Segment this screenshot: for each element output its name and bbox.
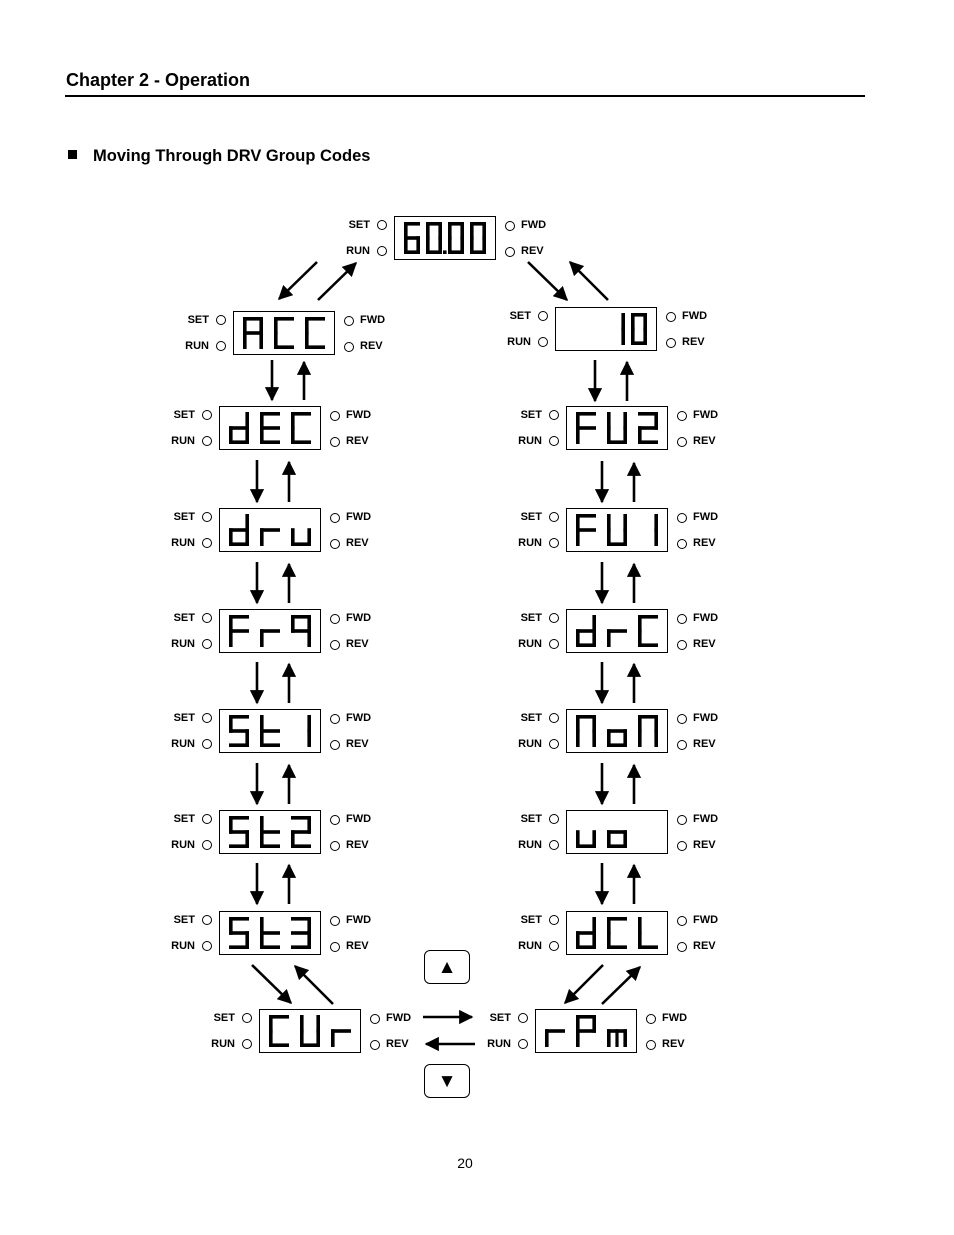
- run-indicator-icon: [202, 538, 212, 548]
- run-indicator-icon: [549, 436, 559, 446]
- run-label: RUN: [346, 245, 370, 257]
- set-label: SET: [520, 712, 542, 724]
- run-indicator-icon: [549, 739, 559, 749]
- set-indicator-icon: [202, 613, 212, 623]
- seven-segment-digits: [220, 610, 320, 652]
- rev-indicator-icon: [677, 640, 687, 650]
- rev-indicator-icon: [677, 539, 687, 549]
- code-display: [566, 609, 668, 653]
- code-display: [219, 709, 321, 753]
- fwd-label: FWD: [346, 409, 372, 421]
- display-panel-frq: [155, 607, 385, 657]
- run-indicator-icon: [202, 739, 212, 749]
- page-number: 20: [457, 1155, 473, 1171]
- run-indicator-icon: [216, 341, 226, 351]
- code-display: [566, 810, 668, 854]
- display-panel-drv: [155, 506, 385, 556]
- fwd-label: FWD: [693, 612, 719, 624]
- seven-segment-digits: [220, 811, 320, 853]
- code-display: [535, 1009, 637, 1053]
- set-indicator-icon: [202, 814, 212, 824]
- fwd-label: FWD: [346, 813, 372, 825]
- set-label: SET: [173, 914, 195, 926]
- set-indicator-icon: [202, 713, 212, 723]
- set-indicator-icon: [202, 915, 212, 925]
- set-label: SET: [187, 314, 209, 326]
- arrow-freq-to-acc: [279, 262, 317, 299]
- set-label: SET: [173, 813, 195, 825]
- rev-label: REV: [693, 839, 716, 851]
- set-indicator-icon: [538, 311, 548, 321]
- display-panel-dcl: [502, 909, 732, 959]
- set-indicator-icon: [549, 613, 559, 623]
- run-label: RUN: [518, 738, 542, 750]
- rev-indicator-icon: [330, 539, 340, 549]
- code-display: [555, 307, 657, 351]
- fwd-indicator-icon: [330, 411, 340, 421]
- rev-label: REV: [346, 738, 369, 750]
- set-indicator-icon: [202, 410, 212, 420]
- fwd-label: FWD: [386, 1012, 412, 1024]
- run-indicator-icon: [518, 1039, 528, 1049]
- fwd-label: FWD: [682, 310, 708, 322]
- header-rule: [65, 95, 865, 97]
- rev-indicator-icon: [677, 942, 687, 952]
- run-indicator-icon: [202, 941, 212, 951]
- fwd-indicator-icon: [370, 1014, 380, 1024]
- rev-indicator-icon: [330, 437, 340, 447]
- set-label: SET: [213, 1012, 235, 1024]
- run-label: RUN: [171, 537, 195, 549]
- display-panel-freq: [330, 214, 560, 264]
- set-label: SET: [520, 409, 542, 421]
- fwd-label: FWD: [693, 914, 719, 926]
- code-display: [219, 508, 321, 552]
- rev-label: REV: [386, 1038, 409, 1050]
- run-label: RUN: [518, 638, 542, 650]
- fwd-label: FWD: [521, 219, 547, 231]
- set-indicator-icon: [377, 220, 387, 230]
- run-indicator-icon: [549, 840, 559, 850]
- code-display: [566, 406, 668, 450]
- seven-segment-digits: [220, 407, 320, 449]
- display-panel-drc: [502, 607, 732, 657]
- run-label: RUN: [518, 940, 542, 952]
- display-panel-vol: [502, 808, 732, 858]
- seven-segment-digits: [567, 610, 667, 652]
- arrow-i10-to-freq: [570, 262, 608, 300]
- display-panel-non: [502, 707, 732, 757]
- fwd-indicator-icon: [330, 614, 340, 624]
- code-display: [219, 609, 321, 653]
- run-label: RUN: [487, 1038, 511, 1050]
- seven-segment-digits: [220, 710, 320, 752]
- fwd-indicator-icon: [677, 714, 687, 724]
- set-label: SET: [509, 310, 531, 322]
- run-label: RUN: [518, 435, 542, 447]
- fwd-label: FWD: [693, 712, 719, 724]
- code-display: [259, 1009, 361, 1053]
- rev-label: REV: [360, 340, 383, 352]
- fwd-indicator-icon: [330, 714, 340, 724]
- fwd-indicator-icon: [330, 815, 340, 825]
- display-panel-st1: [155, 707, 385, 757]
- seven-segment-digits: [234, 312, 334, 354]
- run-label: RUN: [211, 1038, 235, 1050]
- fwd-indicator-icon: [677, 916, 687, 926]
- rev-label: REV: [346, 638, 369, 650]
- display-panel-fu1: [502, 506, 732, 556]
- seven-segment-digits: [567, 407, 667, 449]
- run-label: RUN: [171, 839, 195, 851]
- rev-indicator-icon: [344, 342, 354, 352]
- set-label: SET: [520, 813, 542, 825]
- fwd-indicator-icon: [677, 815, 687, 825]
- display-panel-acc: [169, 309, 399, 359]
- rev-label: REV: [693, 638, 716, 650]
- fwd-label: FWD: [346, 612, 372, 624]
- down-key-button[interactable]: ▼: [424, 1064, 470, 1098]
- fwd-label: FWD: [693, 813, 719, 825]
- rev-indicator-icon: [677, 437, 687, 447]
- arrow-st3-to-cur: [252, 965, 291, 1003]
- fwd-label: FWD: [693, 409, 719, 421]
- bullet-square-icon: [68, 150, 77, 159]
- fwd-indicator-icon: [330, 513, 340, 523]
- set-label: SET: [173, 409, 195, 421]
- arrow-cur-to-st3: [295, 966, 333, 1004]
- code-display: [566, 709, 668, 753]
- code-display: [394, 216, 496, 260]
- set-indicator-icon: [216, 315, 226, 325]
- rev-indicator-icon: [330, 942, 340, 952]
- run-label: RUN: [171, 940, 195, 952]
- set-label: SET: [348, 219, 370, 231]
- rev-indicator-icon: [330, 841, 340, 851]
- set-indicator-icon: [518, 1013, 528, 1023]
- rev-label: REV: [346, 940, 369, 952]
- run-label: RUN: [518, 839, 542, 851]
- arrow-rpm-to-dcl: [602, 967, 640, 1004]
- arrow-dcl-to-rpm: [565, 965, 603, 1003]
- run-indicator-icon: [202, 639, 212, 649]
- display-panel-st2: [155, 808, 385, 858]
- run-indicator-icon: [538, 337, 548, 347]
- display-panel-fu2: [502, 404, 732, 454]
- up-key-button[interactable]: ▲: [424, 950, 470, 984]
- fwd-indicator-icon: [677, 411, 687, 421]
- seven-segment-digits: [220, 912, 320, 954]
- code-display: [219, 406, 321, 450]
- set-indicator-icon: [242, 1013, 252, 1023]
- display-panel-dec: [155, 404, 385, 454]
- run-label: RUN: [518, 537, 542, 549]
- fwd-label: FWD: [693, 511, 719, 523]
- set-indicator-icon: [202, 512, 212, 522]
- set-indicator-icon: [549, 410, 559, 420]
- display-panel-i10: [491, 305, 721, 355]
- fwd-indicator-icon: [677, 513, 687, 523]
- rev-label: REV: [346, 839, 369, 851]
- rev-indicator-icon: [505, 247, 515, 257]
- set-indicator-icon: [549, 713, 559, 723]
- fwd-indicator-icon: [666, 312, 676, 322]
- rev-indicator-icon: [677, 841, 687, 851]
- run-indicator-icon: [202, 840, 212, 850]
- set-label: SET: [173, 511, 195, 523]
- set-label: SET: [520, 612, 542, 624]
- rev-indicator-icon: [330, 740, 340, 750]
- code-display: [219, 810, 321, 854]
- seven-segment-digits: [556, 308, 656, 350]
- rev-label: REV: [693, 738, 716, 750]
- rev-indicator-icon: [370, 1040, 380, 1050]
- rev-indicator-icon: [677, 740, 687, 750]
- display-panel-st3: [155, 909, 385, 959]
- seven-segment-digits: [260, 1010, 360, 1052]
- set-label: SET: [489, 1012, 511, 1024]
- rev-label: REV: [346, 537, 369, 549]
- run-label: RUN: [185, 340, 209, 352]
- set-label: SET: [520, 914, 542, 926]
- code-display: [233, 311, 335, 355]
- seven-segment-digits: [395, 217, 495, 259]
- set-label: SET: [173, 612, 195, 624]
- seven-segment-digits: [536, 1010, 636, 1052]
- rev-indicator-icon: [646, 1040, 656, 1050]
- run-indicator-icon: [549, 538, 559, 548]
- fwd-indicator-icon: [344, 316, 354, 326]
- fwd-indicator-icon: [646, 1014, 656, 1024]
- set-indicator-icon: [549, 814, 559, 824]
- arrow-acc-to-freq: [318, 263, 356, 300]
- seven-segment-digits: [567, 710, 667, 752]
- fwd-label: FWD: [360, 314, 386, 326]
- run-indicator-icon: [202, 436, 212, 446]
- run-indicator-icon: [549, 941, 559, 951]
- seven-segment-digits: [567, 912, 667, 954]
- seven-segment-digits: [567, 811, 667, 853]
- seven-segment-digits: [220, 509, 320, 551]
- code-display: [566, 508, 668, 552]
- display-panel-cur: [195, 1007, 425, 1057]
- run-indicator-icon: [549, 639, 559, 649]
- set-indicator-icon: [549, 512, 559, 522]
- run-label: RUN: [171, 638, 195, 650]
- rev-label: REV: [693, 435, 716, 447]
- set-label: SET: [520, 511, 542, 523]
- fwd-indicator-icon: [330, 916, 340, 926]
- run-label: RUN: [507, 336, 531, 348]
- run-indicator-icon: [377, 246, 387, 256]
- rev-label: REV: [521, 245, 544, 257]
- fwd-label: FWD: [346, 511, 372, 523]
- section-title: Moving Through DRV Group Codes: [93, 147, 371, 165]
- code-display: [219, 911, 321, 955]
- fwd-label: FWD: [346, 914, 372, 926]
- code-display: [566, 911, 668, 955]
- rev-indicator-icon: [666, 338, 676, 348]
- chapter-title: Chapter 2 - Operation: [66, 70, 251, 90]
- fwd-indicator-icon: [677, 614, 687, 624]
- run-label: RUN: [171, 435, 195, 447]
- run-label: RUN: [171, 738, 195, 750]
- rev-label: REV: [346, 435, 369, 447]
- rev-label: REV: [693, 537, 716, 549]
- rev-label: REV: [693, 940, 716, 952]
- arrow-freq-to-i10: [528, 262, 567, 300]
- seven-segment-digits: [567, 509, 667, 551]
- fwd-label: FWD: [662, 1012, 688, 1024]
- section-heading: [68, 147, 370, 166]
- fwd-indicator-icon: [505, 221, 515, 231]
- rev-indicator-icon: [330, 640, 340, 650]
- set-label: SET: [173, 712, 195, 724]
- display-panel-rpm: [471, 1007, 701, 1057]
- fwd-label: FWD: [346, 712, 372, 724]
- set-indicator-icon: [549, 915, 559, 925]
- rev-label: REV: [662, 1038, 685, 1050]
- rev-label: REV: [682, 336, 705, 348]
- run-indicator-icon: [242, 1039, 252, 1049]
